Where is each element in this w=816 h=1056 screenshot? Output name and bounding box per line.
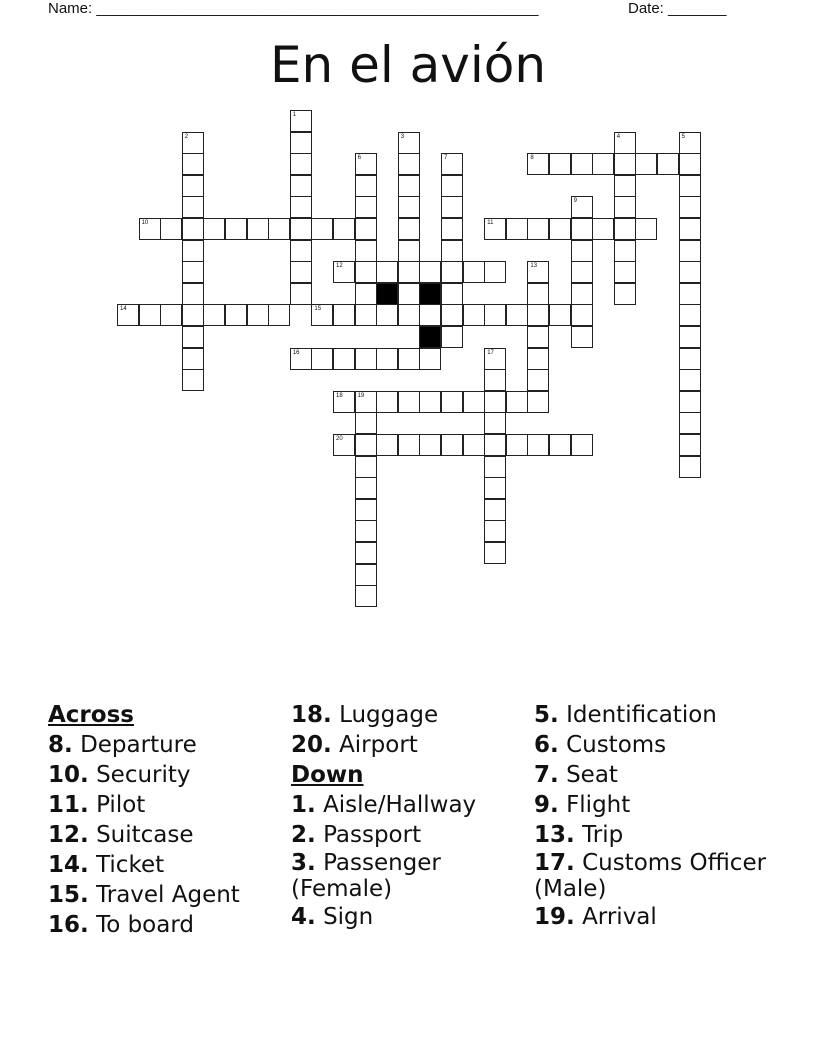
- date-line: Date: _______: [628, 0, 727, 17]
- grid-cell[interactable]: [679, 412, 701, 434]
- grid-cell[interactable]: [333, 348, 355, 370]
- grid-cell[interactable]: [355, 520, 377, 542]
- grid-cell[interactable]: [419, 348, 441, 370]
- grid-cell[interactable]: [527, 391, 549, 413]
- grid-cell[interactable]: [441, 391, 463, 413]
- grid-cell[interactable]: [182, 132, 204, 154]
- grid-cell[interactable]: [484, 542, 506, 564]
- grid-cell[interactable]: [398, 240, 420, 262]
- grid-cell[interactable]: [203, 218, 225, 240]
- grid-cell[interactable]: [398, 434, 420, 456]
- grid-cell[interactable]: [398, 261, 420, 283]
- clue-down-4: 4. Sign: [291, 904, 374, 930]
- grid-cell[interactable]: [506, 391, 528, 413]
- grid-cell[interactable]: [679, 283, 701, 305]
- grid-cell[interactable]: [527, 348, 549, 370]
- grid-cell[interactable]: [355, 585, 377, 607]
- grid-cell[interactable]: [679, 175, 701, 197]
- grid-cell[interactable]: [355, 456, 377, 478]
- grid-cell[interactable]: [484, 304, 506, 326]
- grid-cell[interactable]: [333, 434, 355, 456]
- grid-cell[interactable]: [679, 348, 701, 370]
- clue-number: 14: [120, 306, 127, 313]
- grid-cell[interactable]: [398, 218, 420, 240]
- grid-cell[interactable]: [398, 132, 420, 154]
- clue-number: 9: [573, 198, 577, 205]
- grid-cell[interactable]: [419, 434, 441, 456]
- grid-cell[interactable]: [463, 434, 485, 456]
- grid-cell[interactable]: [182, 304, 204, 326]
- grid-cell[interactable]: [333, 261, 355, 283]
- grid-cell[interactable]: [679, 218, 701, 240]
- grid-cell[interactable]: [571, 240, 593, 262]
- grid-cell[interactable]: [376, 391, 398, 413]
- grid-cell[interactable]: [484, 412, 506, 434]
- grid-cell[interactable]: [355, 412, 377, 434]
- clue-across-14: 14. Ticket: [48, 852, 165, 878]
- grid-cell[interactable]: [527, 153, 549, 175]
- grid-cell[interactable]: [441, 196, 463, 218]
- grid-cell[interactable]: [635, 218, 657, 240]
- clue-number: 1: [292, 112, 297, 118]
- grid-cell[interactable]: [549, 153, 571, 175]
- grid-cell[interactable]: [355, 542, 377, 564]
- grid-cell[interactable]: [679, 304, 701, 326]
- grid-cell[interactable]: [635, 153, 657, 175]
- grid-cell[interactable]: [311, 304, 333, 326]
- grid-cell[interactable]: [182, 240, 204, 262]
- grid-cell[interactable]: [614, 261, 636, 283]
- grid-cell[interactable]: [679, 196, 701, 218]
- grid-cell[interactable]: [484, 520, 506, 542]
- grid-cell[interactable]: [506, 218, 528, 240]
- grid-cell[interactable]: [355, 175, 377, 197]
- clue-down-6: 6. Customs: [534, 732, 667, 758]
- clue-number: 17: [487, 349, 494, 356]
- grid-cell[interactable]: [441, 153, 463, 175]
- clue-number: 19: [357, 392, 365, 399]
- grid-cell[interactable]: [679, 326, 701, 348]
- grid-cell[interactable]: [182, 153, 204, 175]
- clue-number: 11: [487, 220, 494, 226]
- grid-cell[interactable]: [290, 240, 312, 262]
- grid-cell[interactable]: [441, 175, 463, 197]
- grid-cell[interactable]: [311, 348, 333, 370]
- grid-cell[interactable]: [290, 153, 312, 175]
- clue-number: 13: [530, 263, 538, 270]
- grid-cell[interactable]: [441, 240, 463, 262]
- grid-cell[interactable]: [376, 348, 398, 370]
- grid-cell[interactable]: [571, 153, 593, 175]
- clue-number: 6: [357, 155, 361, 162]
- grid-cell[interactable]: [463, 304, 485, 326]
- down-heading: Down: [291, 762, 364, 788]
- grid-cell[interactable]: [160, 218, 182, 240]
- clue-number: 8: [530, 155, 534, 162]
- grid-cell[interactable]: [290, 196, 312, 218]
- grid-cell[interactable]: [441, 283, 463, 305]
- grid-cell[interactable]: [679, 153, 701, 175]
- clue-across-10: 10. Security: [48, 762, 191, 788]
- clue-down-9: 9. Flight: [534, 792, 631, 818]
- clue-across-8: 8. Departure: [48, 732, 197, 758]
- clue-across-20: 20. Airport: [291, 732, 418, 758]
- grid-cell[interactable]: [182, 283, 204, 305]
- clue-number: 7: [444, 155, 448, 162]
- grid-cell[interactable]: [506, 434, 528, 456]
- grid-cell[interactable]: [571, 261, 593, 283]
- clue-across-18: 18. Luggage: [291, 702, 439, 728]
- grid-cell[interactable]: [290, 261, 312, 283]
- grid-cell[interactable]: [571, 196, 593, 218]
- grid-cell[interactable]: [463, 391, 485, 413]
- clue-across-15: 15. Travel Agent: [48, 882, 240, 908]
- grid-cell[interactable]: [355, 477, 377, 499]
- clue-number: 5: [681, 133, 685, 140]
- clue-down-3: 3. Passenger (Female): [291, 850, 441, 902]
- grid-cell[interactable]: [355, 261, 377, 283]
- grid-cell[interactable]: [376, 261, 398, 283]
- clue-number: 4: [616, 133, 621, 140]
- grid-cell[interactable]: [484, 434, 506, 456]
- grid-cell[interactable]: [679, 391, 701, 413]
- grid-cell[interactable]: [614, 283, 636, 305]
- clue-number: 18: [336, 392, 343, 399]
- grid-cell[interactable]: [355, 304, 377, 326]
- grid-cell[interactable]: [355, 240, 377, 262]
- grid-cell[interactable]: [614, 132, 636, 154]
- blocked-cell: [419, 326, 441, 348]
- clue-down-1: 1. Aisle/Hallway: [291, 792, 477, 818]
- grid-cell[interactable]: [614, 218, 636, 240]
- grid-cell[interactable]: [182, 175, 204, 197]
- grid-cell[interactable]: [225, 304, 247, 326]
- grid-cell[interactable]: [484, 456, 506, 478]
- grid-cell[interactable]: [679, 132, 701, 154]
- grid-cell[interactable]: [679, 240, 701, 262]
- grid-cell[interactable]: [614, 196, 636, 218]
- grid-cell[interactable]: [527, 326, 549, 348]
- grid-cell[interactable]: [419, 304, 441, 326]
- grid-cell[interactable]: [182, 196, 204, 218]
- grid-cell[interactable]: [203, 304, 225, 326]
- clue-down-13: 13. Trip: [534, 822, 624, 848]
- grid-cell[interactable]: [527, 283, 549, 305]
- grid-cell[interactable]: [355, 218, 377, 240]
- grid-cell[interactable]: [355, 153, 377, 175]
- grid-cell[interactable]: [571, 434, 593, 456]
- grid-cell[interactable]: [527, 434, 549, 456]
- across-heading: Across: [48, 702, 134, 728]
- grid-cell[interactable]: [398, 175, 420, 197]
- clue-number: 3: [400, 133, 405, 140]
- clue-across-11: 11. Pilot: [48, 792, 146, 818]
- grid-cell[interactable]: [484, 477, 506, 499]
- grid-cell[interactable]: [182, 261, 204, 283]
- grid-cell[interactable]: [311, 218, 333, 240]
- grid-cell[interactable]: [614, 175, 636, 197]
- clue-number: 10: [141, 220, 149, 226]
- grid-cell[interactable]: [614, 240, 636, 262]
- grid-cell[interactable]: [398, 283, 420, 305]
- grid-cell[interactable]: [679, 369, 701, 391]
- blocked-cell: [419, 283, 441, 305]
- clue-down-5: 5. Identification: [534, 702, 717, 728]
- grid-cell[interactable]: [484, 261, 506, 283]
- grid-cell[interactable]: [376, 304, 398, 326]
- grid-cell[interactable]: [592, 153, 614, 175]
- grid-cell[interactable]: [441, 304, 463, 326]
- grid-cell[interactable]: [441, 326, 463, 348]
- page-title: En el avión: [269, 36, 547, 94]
- grid-cell[interactable]: [441, 261, 463, 283]
- grid-cell[interactable]: [355, 348, 377, 370]
- grid-cell[interactable]: [355, 391, 377, 413]
- grid-cell[interactable]: [419, 391, 441, 413]
- grid-cell[interactable]: [398, 391, 420, 413]
- grid-cell[interactable]: [247, 304, 269, 326]
- grid-cell[interactable]: [484, 348, 506, 370]
- clue-column-3: [534, 700, 779, 932]
- grid-cell[interactable]: [441, 218, 463, 240]
- clue-column-1: [48, 700, 293, 940]
- grid-cell[interactable]: [571, 283, 593, 305]
- clue-column-2: [291, 700, 536, 932]
- grid-cell[interactable]: [160, 304, 182, 326]
- grid-cell[interactable]: [398, 348, 420, 370]
- grid-cell[interactable]: [571, 218, 593, 240]
- grid-cell[interactable]: [355, 434, 377, 456]
- grid-cell[interactable]: [484, 499, 506, 521]
- grid-cell[interactable]: [657, 153, 679, 175]
- grid-cell[interactable]: [527, 369, 549, 391]
- grid-cell[interactable]: [290, 218, 312, 240]
- clue-number: 16: [292, 349, 300, 356]
- grid-cell[interactable]: [679, 434, 701, 456]
- grid-cell[interactable]: [592, 218, 614, 240]
- grid-cell[interactable]: [549, 434, 571, 456]
- blocked-cell: [376, 283, 398, 305]
- grid-cell[interactable]: [484, 218, 506, 240]
- grid-cell[interactable]: [355, 499, 377, 521]
- grid-cell[interactable]: [614, 153, 636, 175]
- clue-down-19: 19. Arrival: [534, 904, 657, 930]
- clue-number: 2: [184, 133, 189, 140]
- grid-cell[interactable]: [290, 110, 312, 132]
- grid-cell[interactable]: [419, 261, 441, 283]
- grid-cell[interactable]: [333, 304, 355, 326]
- grid-cell[interactable]: [139, 218, 161, 240]
- grid-cell[interactable]: [247, 218, 269, 240]
- clue-across-12: 12. Suitcase: [48, 822, 194, 848]
- grid-cell[interactable]: [333, 391, 355, 413]
- grid-cell[interactable]: [463, 261, 485, 283]
- grid-cell[interactable]: [355, 564, 377, 586]
- clue-number: 20: [336, 436, 343, 442]
- grid-cell[interactable]: [398, 304, 420, 326]
- grid-cell[interactable]: [290, 175, 312, 197]
- clue-down-7: 7. Seat: [534, 762, 618, 788]
- grid-cell[interactable]: [376, 434, 398, 456]
- clue-down-17: 17. Customs Officer (Male): [534, 850, 767, 902]
- grid-cell[interactable]: [182, 218, 204, 240]
- grid-cell[interactable]: [484, 369, 506, 391]
- name-line: Name: _____________________________________________________: [48, 0, 539, 17]
- grid-cell[interactable]: [527, 218, 549, 240]
- grid-cell[interactable]: [333, 218, 355, 240]
- grid-cell[interactable]: [290, 132, 312, 154]
- grid-cell[interactable]: [441, 434, 463, 456]
- grid-cell[interactable]: [182, 326, 204, 348]
- grid-cell[interactable]: [398, 153, 420, 175]
- grid-cell[interactable]: [182, 369, 204, 391]
- clue-down-2: 2. Passport: [291, 822, 422, 848]
- grid-cell[interactable]: [484, 391, 506, 413]
- grid-cell[interactable]: [679, 456, 701, 478]
- grid-cell[interactable]: [355, 283, 377, 305]
- grid-cell[interactable]: [117, 304, 139, 326]
- grid-cell[interactable]: [506, 304, 528, 326]
- grid-cell[interactable]: [398, 196, 420, 218]
- grid-cell[interactable]: [679, 261, 701, 283]
- grid-cell[interactable]: [139, 304, 161, 326]
- clue-number: 12: [336, 263, 343, 270]
- grid-cell[interactable]: [290, 348, 312, 370]
- grid-cell[interactable]: [549, 218, 571, 240]
- grid-cell[interactable]: [268, 218, 290, 240]
- grid-cell[interactable]: [268, 304, 290, 326]
- grid-cell[interactable]: [527, 304, 549, 326]
- clue-across-16: 16. To board: [48, 912, 195, 938]
- grid-cell[interactable]: [182, 348, 204, 370]
- grid-cell[interactable]: [225, 218, 247, 240]
- clue-number: 15: [314, 306, 322, 313]
- grid-cell[interactable]: [549, 304, 571, 326]
- grid-cell[interactable]: [290, 283, 312, 305]
- grid-cell[interactable]: [527, 261, 549, 283]
- grid-cell[interactable]: [571, 304, 593, 326]
- grid-cell[interactable]: [355, 196, 377, 218]
- grid-cell[interactable]: [571, 326, 593, 348]
